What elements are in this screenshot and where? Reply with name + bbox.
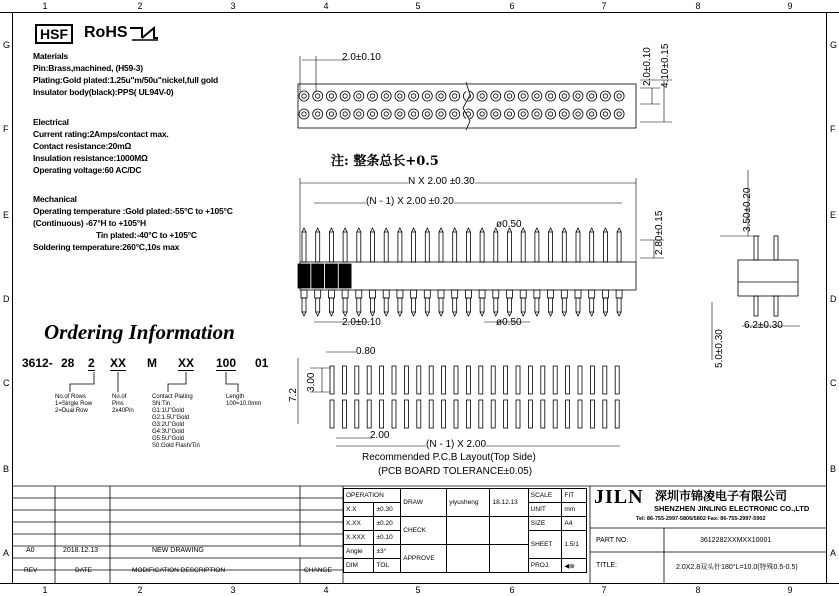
dim-phi2: ø0.50: [496, 317, 522, 328]
sheet-label: SHEET: [528, 531, 562, 559]
zone-row-label: E: [830, 210, 837, 220]
ordering-title: Ordering Information: [44, 320, 235, 344]
ordering-code-series: 28: [61, 356, 75, 370]
materials-line: Insulator body(black):PPS( UL94V-0): [33, 87, 174, 97]
materials-line: Plating:Gold plated:1.25u"m/50u"nickel,full gold: [33, 75, 219, 85]
electrical-line: Contact resistance:20mΩ: [33, 141, 132, 151]
electrical-heading: Electrical: [33, 117, 69, 127]
zone-row-label: F: [3, 124, 9, 134]
mechanical-heading: Mechanical: [33, 194, 77, 204]
tol-xxxx-value: ±0.10: [374, 531, 401, 545]
dim-phi1: ø0.50: [496, 219, 522, 230]
dim-h280: 2.80±0.15: [654, 210, 665, 255]
operation-label: OPERATION: [344, 489, 401, 503]
dim-label: DIM: [344, 559, 374, 573]
zone-row-label: G: [3, 40, 11, 50]
electrical-line: Insulation resistance:1000MΩ: [33, 153, 148, 163]
dim-side-w: 6.2±0.30: [744, 320, 783, 331]
mechanical-line: Operating temperature :Gold plated:-55°C to +105°C: [33, 206, 233, 216]
zone-col-label: 9: [787, 585, 793, 595]
zone-col-label: 1: [42, 1, 48, 11]
zone-col-label: 5: [415, 585, 421, 595]
revision-date-label: DATE: [75, 567, 92, 574]
ordering-code-pins: XX: [110, 356, 127, 370]
dim-pcb-200: 2.00: [370, 430, 390, 441]
zone-row-label: F: [830, 124, 836, 134]
rows-legend: No.of Rows 1=Single Row 2=Dual Row: [55, 394, 93, 414]
zone-row-label: A: [3, 548, 10, 558]
dim-top-pitch: 2.0±0.10: [342, 52, 381, 63]
revision-rev-label: REV: [24, 567, 38, 574]
length-legend: Length 100=10.0mm: [226, 394, 262, 407]
draw-date: 18.12.13: [490, 489, 528, 517]
drawing-title: 2.0X2.8双头针180°L=10.0(特殊0.5-0.5): [676, 564, 798, 571]
tol-xxx-value: ±0.20: [374, 517, 401, 531]
revision-date: 2018.12.13: [63, 547, 99, 554]
zone-col-label: 4: [323, 1, 329, 11]
ordering-code-plating: XX: [178, 356, 195, 370]
zone-row-label: A: [830, 548, 837, 558]
scale-value: FIT: [562, 489, 587, 503]
dim-pcb-72: 7.2: [288, 388, 299, 402]
tol-xx: X.X: [344, 503, 374, 517]
unit-label: UNIT: [528, 503, 562, 517]
electrical-line: Operating voltage:60 AC/DC: [33, 165, 142, 175]
draw-label: DRAW: [401, 489, 447, 517]
zone-row-label: C: [3, 378, 10, 388]
tol-label: TOL: [374, 559, 401, 573]
dim-pitch-bot: 2.0±0.10: [342, 317, 381, 328]
part-no: 3612282XXMXX10001: [700, 537, 772, 544]
ordering-code-length: 100: [216, 356, 237, 370]
plating-legend: Contact Plating SN:Tin G1:1U"Gold G2:1.5U"Gold G3:2U"Gold G4:3U"Gold G5:5U"Gold S0:Gold Flash/Tin: [152, 394, 200, 449]
size-label: SIZE: [528, 517, 562, 531]
zone-col-label: 6: [509, 585, 515, 595]
materials-heading: Materials: [33, 51, 69, 61]
revision-rev: A0: [26, 547, 35, 554]
size-value: A4: [562, 517, 587, 531]
revision-desc-label: MODIFICATION DESCRIPTION: [132, 567, 226, 574]
dim-pcb-n1: (N - 1) X 2.00: [426, 439, 487, 450]
zone-col-label: 6: [509, 1, 515, 11]
projection-symbol-icon: ◀⊕: [562, 559, 587, 573]
angle-value: ±3°: [374, 545, 401, 559]
zone-col-label: 2: [137, 1, 143, 11]
zone-row-label: D: [830, 294, 837, 304]
zone-col-label: 7: [601, 585, 607, 595]
rohs-logo: RoHS: [84, 24, 128, 41]
approve-label: APPROVE: [401, 545, 447, 573]
zone-col-label: 5: [415, 1, 421, 11]
materials-line: Pin:Brass,machined, (H59-3): [33, 63, 143, 73]
company-name-cn: 深圳市锦凌电子有限公司: [655, 489, 788, 503]
proj-label: PROJ.: [528, 559, 562, 573]
pins-legend: No.of Pins 2x40Pin: [112, 394, 134, 414]
dim-top-h2: 4.10±0.15: [660, 43, 671, 88]
zone-row-label: C: [830, 378, 837, 388]
dim-top-h1: 2.0±0.10: [642, 47, 653, 86]
revision-desc: NEW DRAWING: [152, 547, 204, 554]
pcb-tolerance: (PCB BOARD TOLERANCE±0.05): [378, 466, 533, 477]
zone-col-label: 8: [695, 1, 701, 11]
company-name-en: SHENZHEN JINLING ELECTRONIC CO.,LTD: [654, 504, 810, 513]
dim-side-b: 5.0±0.30: [714, 329, 725, 368]
dim-pcb-300: 3.00: [306, 372, 317, 392]
tol-xxx: X.XX: [344, 517, 374, 531]
dim-n1x: (N - 1) X 2.00 ±0.20: [366, 196, 454, 207]
check-label: CHECK: [401, 517, 447, 545]
zone-col-label: 3: [230, 585, 236, 595]
dim-side-h: 3.50±0.20: [742, 187, 753, 232]
zone-row-label: D: [3, 294, 10, 304]
mechanical-line: Soldering temperature:260°C,10s max: [33, 242, 180, 252]
ordering-code-suffix: 01: [255, 356, 269, 370]
angle-label: Angle: [344, 545, 374, 559]
scale-label: SCALE: [528, 489, 562, 503]
dim-pcb-080: 0.80: [356, 346, 376, 357]
zone-row-label: B: [830, 464, 837, 474]
ordering-code-type: M: [147, 356, 157, 370]
zone-col-label: 3: [230, 1, 236, 11]
pcb-layout-title: Recommended P.C.B Layout(Top Side): [362, 452, 536, 463]
zone-col-label: 7: [601, 1, 607, 11]
ordering-code-prefix: 3612-: [22, 356, 53, 370]
ordering-code-rows: 2: [88, 356, 95, 370]
tol-xxxx: X.XXX: [344, 531, 374, 545]
zone-row-label: B: [3, 464, 10, 474]
zone-col-label: 4: [323, 585, 329, 595]
mechanical-line: Tin plated:-40°C to +105°C: [96, 230, 197, 240]
revision-change-label: CHANGE: [304, 567, 332, 574]
mechanical-line: (Continuous) -67°H to +105°H: [33, 218, 146, 228]
unit-value: mm: [562, 503, 587, 517]
title-label: TITLE:: [596, 562, 618, 569]
zone-row-label: E: [3, 210, 10, 220]
zone-col-label: 2: [137, 585, 143, 595]
zone-row-label: G: [830, 40, 838, 50]
zone-col-label: 9: [787, 1, 793, 11]
part-no-label: PART NO.: [596, 537, 629, 544]
dim-nx: N X 2.00 ±0.30: [408, 176, 475, 187]
zone-col-label: 8: [695, 585, 701, 595]
tol-xx-value: ±0.30: [374, 503, 401, 517]
length-note: 注: 整条总长+0.5: [331, 154, 439, 169]
sheet-value: 1.5/1: [562, 531, 587, 559]
electrical-line: Current rating:2Amps/contact max.: [33, 129, 169, 139]
company-phone: Tel: 86-755-2997-5806/5802 Fax: 86-755-2997-5902: [636, 516, 766, 522]
drawer: yiyusheng: [447, 489, 490, 517]
hsf-logo: HSF: [35, 24, 73, 44]
zone-col-label: 1: [42, 585, 48, 595]
company-logo: JILN: [594, 486, 644, 508]
